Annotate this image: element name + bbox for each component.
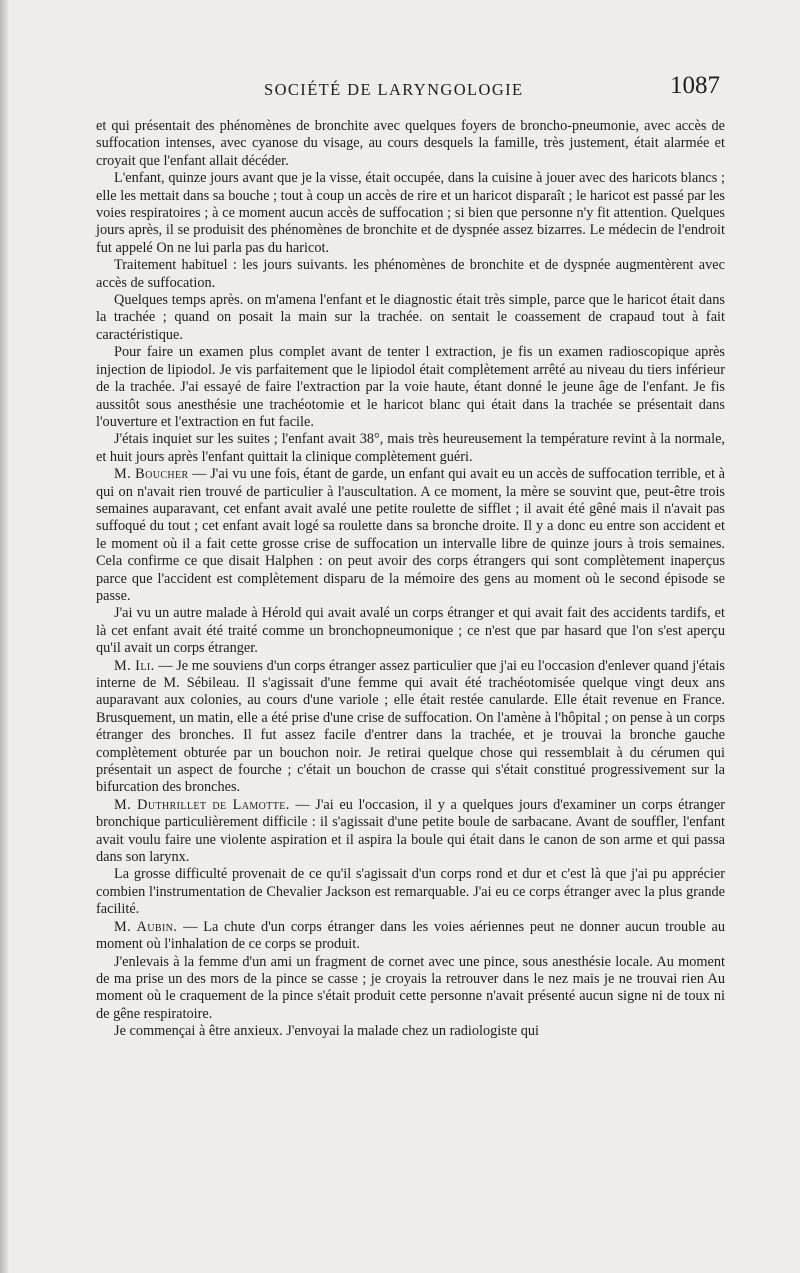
paragraph: M. Boucher — J'ai vu une fois, étant de garde, un enfant qui avait eu un accès de suffocation terrible, et à qui on n'avait rien trouvé de particulier à l'auscultation. A ce moment, la mère se souvint que, peut-être trois semaines auparavant, cet enfant avait avalé une petite roulette de sifflet ; il avait été gêné mais il n'avait pas suffoqué du tout ; cet enfant avait logé sa roulette dans sa bronche droite. Il y a donc eu entre son accident et le moment où il a fait cette grosse crise de suffocation un intervalle libre de quinze jours à trois semaines. Cela confirme ce que disait Halphen : on peut avoir des corps étrangers qui sont complètement inaperçus parce que l'accident est complètement disparu de la mémoire des gens au moment où le second épisode se passe. — [96, 466, 725, 604]
paragraph: La grosse difficulté provenait de ce qu'il s'agissait d'un corps rond et dur et c'est là que j'ai pu apprécier combien l'instrumentation de Chevalier Jackson est remarquable. J'ai eu ce corps étranger avec la plus grande facilité. — [96, 866, 725, 918]
speaker-name: M. Boucher — [114, 466, 189, 483]
paragraph: J'ai vu un autre malade à Hérold qui avait avalé un corps étranger et qui avait fait des accidents tardifs, et là cet enfant avait été traité comme un bronchopneumonique ; ce n'est que par hasard que l'on s'est aperçu qu'il avait un corps étranger. — [96, 605, 725, 657]
body-text — [96, 118, 725, 1041]
paragraph: M. Duthrillet de Lamotte. — J'ai eu l'occasion, il y a quelques jours d'examiner un corps étranger bronchique particulièrement difficile : il s'agissait d'une petite boule de sarbacane. Avant de souffler, l'enfant avait voulu faire une violente aspiration et il aspira la boule qui était dans le canon de son arme et qui passa dans son larynx. — [96, 796, 725, 866]
paragraph: J'étais inquiet sur les suites ; l'enfant avait 38°, mais très heureusement la température revint à la normale, et huit jours après l'enfant quittait la clinique complètement guéri. — [96, 431, 725, 465]
binding-edge-shadow — [0, 0, 9, 1273]
paragraph: L'enfant, quinze jours avant que je la visse, était occupée, dans la cuisine à jouer avec des haricots blancs ; elle les mettait dans sa bouche ; tout à coup un accès de rire et un haricot disparaît ; le haricot est passé par les voies respiratoires ; à ce moment aucun accès de suffocation ; si bien que personne n'y fit attention. Quelques jours après, il se produisit des phénomènes de bronchite et de dyspnée assez bizarres. Le médecin de l'endroit fut appelé On ne lui parla pas du haricot. — [96, 170, 725, 256]
speaker-name: M. Aubin. — [114, 918, 178, 935]
paragraph: et qui présentait des phénomènes de bronchite avec quelques foyers de broncho-pneumonie, avec accès de suffocation intenses, avec cyanose du visage, au cours desquels la famille, très justement, était alarmée et croyait que l'enfant allait décéder. — [96, 118, 725, 169]
paragraph: Pour faire un examen plus complet avant de tenter l extraction, je fis un examen radioscopique après injection de lipiodol. Je vis parfaitement que le lipiodol était complètement arrêté au niveau du tiers inférieur de la trachée. J'ai essayé de faire l'extraction par la voie haute, étant donné le jeune âge de l'enfant. Je fis aussitôt sous anesthésie une trachéotomie et le haricot blanc qui était dans la trachée se présentait dans l'ouverture et l'extraction en fut facile. — [96, 344, 725, 430]
paragraph: M. Aubin. — La chute d'un corps étranger dans les voies aériennes peut ne donner aucun trouble au moment où l'inhalation de ce corps se produit. — [96, 918, 725, 953]
speaker-name: M. Duthrillet de Lamotte. — [114, 796, 290, 813]
page-number: 1087 — [670, 72, 720, 99]
page-header — [96, 74, 730, 108]
paragraph: J'enlevais à la femme d'un ami un fragment de cornet avec une pince, sous anesthésie locale. Au moment de ma prise un des mors de la pince se casse ; je croyais la retrouver dans le nez mais je ne trouvai rien Au moment où le craquement de la pince s'était produit cette personne n'avait présenté aucun signe ni de toux ni de gêne respiratoire. — [96, 953, 725, 1022]
running-title: SOCIÉTÉ DE LARYNGOLOGIE — [264, 80, 524, 99]
paragraph: Traitement habituel : les jours suivants. les phénomènes de bronchite et de dyspnée augmentèrent avec accès de suffocation. — [96, 257, 725, 291]
paragraph: Je commençai à être anxieux. J'envoyai la malade chez un radiologiste qui — [114, 1023, 539, 1040]
paragraph: M. Ili. — Je me souviens d'un corps étranger assez particulier que j'ai eu l'occasion d'enlever quand j'étais interne de M. Sébileau. Il s'agissait d'une femme qui avait été trachéotomisée quelque vingt deux ans auparavant aux colonies, au cours d'une variole ; elle était restée canularde. Elle était revenue en France. Brusquement, un matin, elle a été prise d'une crise de suffocation. On l'amène à l'hôpital ; on pense à un corps étranger des bronches. Il fut assez facile d'entrer dans la trachée, et je trouvai la bronche gauche complètement obturée par un bouchon noir. Je retirai quelque chose qui ressemblait à du cérumen qui présentait un aspect de fourche ; c'était un bouchon de crasse qui s'était constitué progressivement sur la bifurcation des bronches. — [96, 657, 725, 796]
paragraph: Quelques temps après. on m'amena l'enfant et le diagnostic était très simple, parce que le haricot était dans la trachée ; quand on posait la main sur la trachée. on sentait le coassement de crapaud tout à fait caractéristique. — [96, 292, 725, 343]
speaker-name: M. Ili. — [114, 657, 155, 674]
